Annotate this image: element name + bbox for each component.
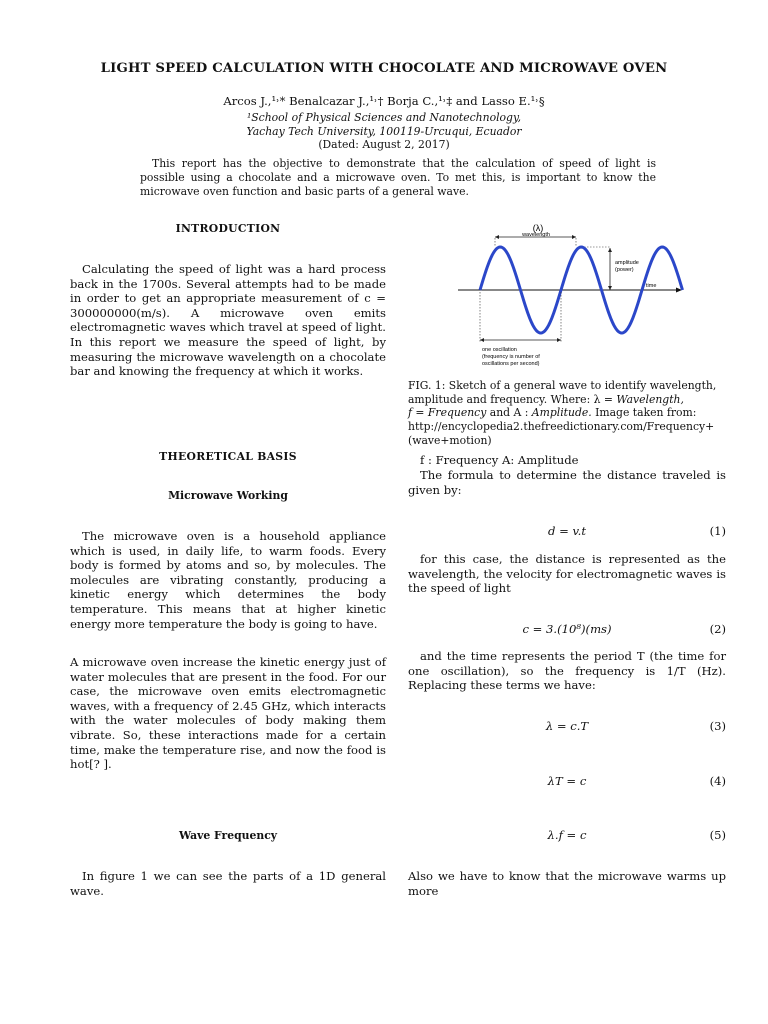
wavelength-arrow-left-head xyxy=(495,235,499,239)
caption-frequency-term: Frequency xyxy=(427,406,487,420)
caption-f-term: f = xyxy=(408,406,428,420)
para-after-eq2 xyxy=(408,649,726,693)
affiliation-line-2: Yachay Tech University, 100119-Urcuqui, Ecuador xyxy=(246,124,522,138)
freq-amp-line-text: f : Frequency A: Amplitude xyxy=(420,453,579,467)
wave-figure xyxy=(458,220,688,370)
equation-2 xyxy=(408,622,726,638)
section-heading-introduction: INTRODUCTION xyxy=(175,222,281,235)
wavelength-label: wavelength xyxy=(522,232,550,238)
equation-3-body: λ = c.T xyxy=(545,719,589,733)
intro-paragraph-text: Calculating the speed of light was a hard process back in the 1700s. Several attempts had to be made in order to get an appropriate measurement of c = 300000000(m/s). A microwave oven emits electromagnetic waves which travel at speed of light. In this report we measure the speed of light, by measuring the microwave wavelength on a chocolate bar and knowing the frequency at which it works. xyxy=(70,262,386,379)
amplitude-arrow-up-head xyxy=(608,248,612,252)
oscillation-arrow-left-head xyxy=(480,338,484,342)
intro-paragraph xyxy=(70,262,386,379)
abstract xyxy=(140,157,656,198)
caption-image-source-label: Image taken from: xyxy=(591,406,697,420)
equation-4-body: λT = c xyxy=(547,774,587,788)
equation-2-body: c = 3.(10⁸)(ms) xyxy=(522,622,612,636)
para-after-eq1-text: for this case, the distance is represented as the wavelength, the velocity for electromagnetic waves is the speed of light xyxy=(408,552,726,596)
figure-caption xyxy=(408,379,768,448)
caption-line-3 xyxy=(408,406,768,420)
para-after-eq2-text: and the time represents the period T (the time for one oscillation), so the frequency is 1/T (Hz). Replacing these terms we have: xyxy=(408,649,726,693)
amplitude-arrow-down-head xyxy=(608,286,612,290)
paper-title: LIGHT SPEED CALCULATION WITH CHOCOLATE AND MICROWAVE OVEN xyxy=(100,61,668,76)
equation-3-number: (3) xyxy=(709,719,726,733)
caption-source-url: http://encyclopedia2.thefreedictionary.com/Frequency+(wave+motion) xyxy=(408,420,715,447)
wavelength-arrow-right-head xyxy=(572,235,576,239)
frequency-note-line-1: (frequency is number of xyxy=(482,354,540,360)
affiliation-line-1: ¹School of Physical Sciences and Nanotechnology, xyxy=(246,111,522,124)
wave-frequency-paragraph xyxy=(70,869,386,898)
equation-1-number: (1) xyxy=(709,524,726,538)
equation-5-body: λ.f = c xyxy=(547,828,587,842)
microwave-paragraph-2 xyxy=(70,655,386,772)
caption-line-2-text: amplitude and frequency. Where: λ = xyxy=(408,392,617,406)
power-label: (power) xyxy=(615,267,634,273)
freq-amp-line xyxy=(408,453,726,468)
equation-5 xyxy=(408,828,726,844)
equation-4 xyxy=(408,774,726,790)
oscillation-arrow-right-head xyxy=(557,338,561,342)
caption-line-1: FIG. 1: Sketch of a general wave to identify wavelength, xyxy=(408,379,717,392)
equation-5-number: (5) xyxy=(709,828,726,842)
abstract-text: This report has the objective to demonstrate that the calculation of speed of light is possible using a chocolate and a microwave oven. To met this, is important to know the microwave oven function and basic parts of a general wave. xyxy=(140,157,656,198)
subsection-heading-wave-frequency: Wave Frequency xyxy=(178,829,278,842)
formula-intro-text: The formula to determine the distance traveled is given by: xyxy=(408,468,726,497)
amplitude-label: amplitude xyxy=(615,260,639,266)
caption-amplitude-term: Amplitude. xyxy=(531,406,592,420)
microwave-paragraph-1 xyxy=(70,529,386,631)
affiliation xyxy=(0,111,768,138)
frequency-note-line-2: oscillations per second) xyxy=(482,361,540,367)
equation-1 xyxy=(408,524,726,540)
formula-intro xyxy=(408,468,726,497)
section-heading-theory: THEORETICAL BASIS xyxy=(159,450,297,463)
microwave-paragraph-1-text: The microwave oven is a household appliance which is used, in daily life, to warm foods. Every body is formed by atoms and so, by molecules. The molecules are vibrating constantly, producing a kinetic energy which determines the body temperature. This means that at higher kinetic energy more temperature the body is going to have. xyxy=(70,529,386,631)
lambda-label: (λ) xyxy=(532,223,544,233)
date-line: (Dated: August 2, 2017) xyxy=(318,138,450,151)
wave-frequency-paragraph-text: In figure 1 we can see the parts of a 1D general wave. xyxy=(70,869,386,898)
last-line: Also we have to know that the microwave warms up more xyxy=(408,869,726,898)
subsection-heading-microwave: Microwave Working xyxy=(168,489,288,502)
equation-3 xyxy=(408,719,726,735)
caption-line-2 xyxy=(408,393,768,407)
equation-1-body: d = v.t xyxy=(547,524,587,538)
caption-wavelength-term: Wavelength, xyxy=(616,392,684,406)
author-list: Arcos J.,¹˒* Benalcazar J.,¹˒† Borja C.,¹˒‡ and Lasso E.¹˒§ xyxy=(223,94,545,108)
equation-2-number: (2) xyxy=(709,622,726,636)
time-label: time xyxy=(646,283,657,289)
caption-and-a: and A : xyxy=(486,406,532,420)
microwave-paragraph-2-text: A microwave oven increase the kinetic energy just of water molecules that are present in the food. For our case, the microwave oven emits electromagnetic waves, with a frequency of 2.45 GHz, which interacts with the water molecules of body making them vibrate. So, these interactions made for a certain time, make the temperature rise, and now the food is hot[? ]. xyxy=(70,655,386,772)
equation-4-number: (4) xyxy=(709,774,726,788)
para-after-eq1 xyxy=(408,552,726,596)
one-oscillation-label: one oscillation xyxy=(482,347,517,353)
